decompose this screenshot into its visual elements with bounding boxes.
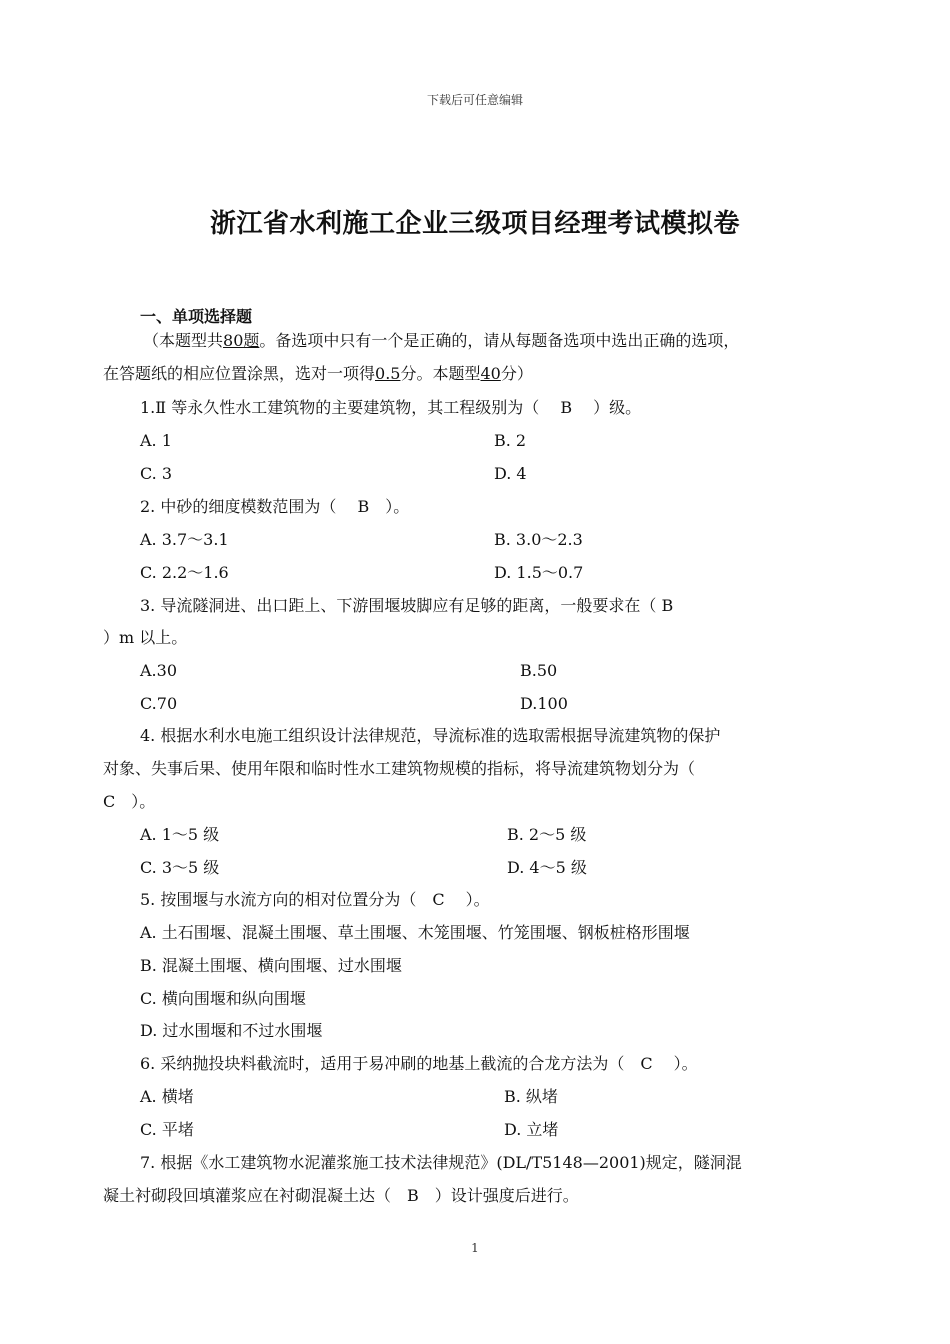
option-d: D.100 [520,694,568,713]
option-c: C. 横向围堰和纵向围堰 [140,989,306,1008]
option-b: B. 混凝土围堰、横向围堰、过水围堰 [140,956,402,975]
option-d: D. 过水围堰和不过水围堰 [140,1021,323,1040]
question-stem: 1.Ⅱ 等永久性水工建筑物的主要建筑物，其工程级别为（ B ）级。 [140,398,642,417]
option-b: B. 3.0～2.3 [494,530,583,549]
page-header: 下载后可任意编辑 [426,93,523,107]
page-number: 1 [471,1241,479,1255]
option-c: C. 3～5 级 [140,858,220,877]
option-a: A.30 [140,661,177,680]
question-stem: 2. 中砂的细度模数范围为（ B ）。 [140,497,410,516]
option-c: C. 2.2～1.6 [140,563,229,582]
option-d: D. 1.5～0.7 [494,563,584,582]
option-b: B. 2 [494,431,527,450]
option-a: A. 3.7～3.1 [140,530,229,549]
intro-line-1: （本题型共80题。备选项中只有一个是正确的，请从每题备选项中选出正确的选项， [143,331,740,350]
question-stem-cont: C ）。 [103,792,156,811]
question-stem-cont: 对象、失事后果、使用年限和临时性水工建筑物规模的指标，将导流建筑物划分为（ [103,759,696,778]
question-stem-cont: ）m 以上。 [103,628,188,647]
option-b: B.50 [520,661,558,680]
intro-line-2: 在答题纸的相应位置涂黑，选对一项得0.5分。本题型40分） [103,364,533,383]
option-a: A. 土石围堰、混凝土围堰、草土围堰、木笼围堰、竹笼围堰、钢板桩格形围堰 [140,923,690,942]
question-stem-cont: 凝土衬砌段回填灌浆应在衬砌混凝土达（ B ）设计强度后进行。 [103,1186,579,1205]
question-stem: 4. 根据水利水电施工组织设计法律规范，导流标准的选取需根据导流建筑物的保护 [140,726,721,745]
question-stem: 3. 导流隧洞进、出口距上、下游围堰坡脚应有足够的距离，一般要求在（ B [140,596,674,615]
option-d: D. 4～5 级 [507,858,587,877]
document-title: 浙江省水利施工企业三级项目经理考试模拟卷 [209,209,740,239]
option-a: A. 1～5 级 [140,825,220,844]
option-a: A. 1 [140,431,172,450]
question-stem: 7. 根据《水工建筑物水泥灌浆施工技术法律规范》(DL/T5148—2001)规定，隧洞混 [140,1153,742,1172]
question-stem: 6. 采纳抛投块料截流时，适用于易冲刷的地基上截流的合龙方法为（ C ）。 [140,1054,698,1073]
option-c: C.70 [140,694,178,713]
option-b: B. 纵堵 [504,1087,558,1106]
section-heading: 一、单项选择题 [140,307,253,326]
option-d: D. 4 [494,464,527,483]
option-b: B. 2～5 级 [507,825,587,844]
option-c: C. 平堵 [140,1120,194,1139]
option-a: A. 横堵 [140,1087,194,1106]
option-c: C. 3 [140,464,173,483]
question-stem: 5. 按围堰与水流方向的相对位置分为（ C ）。 [140,890,490,909]
option-d: D. 立堵 [504,1120,559,1139]
